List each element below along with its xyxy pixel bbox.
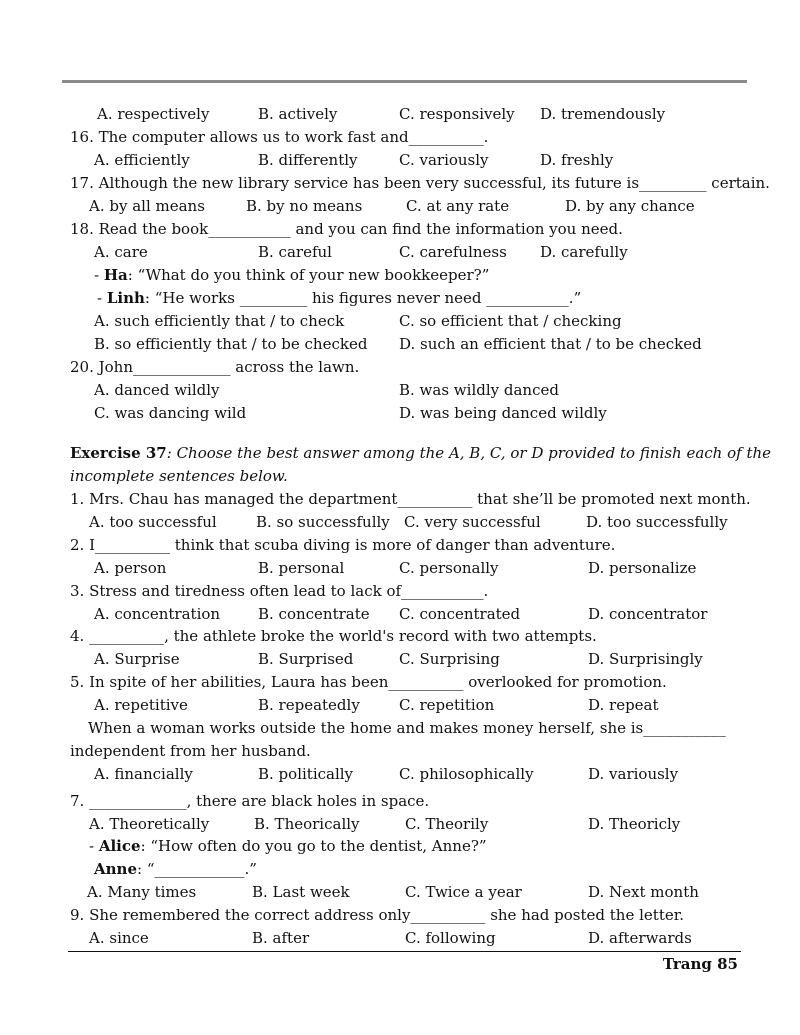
exercise-heading — [70, 443, 771, 463]
e8-anne-line — [94, 859, 257, 879]
e8-option-c: C. Twice a year — [405, 883, 522, 901]
e7-option-c: C. Theorily — [405, 815, 489, 833]
q16-stem: 16. The computer allows us to work fast and__________. — [70, 128, 489, 146]
q20-stem: 20. John_____________ across the lawn. — [70, 358, 360, 376]
q18-option-a: A. care — [94, 243, 148, 261]
page-number: Trang 85 — [662, 955, 738, 973]
e9-option-b: B. after — [252, 929, 310, 947]
q19-ha-line: - Ha: “What do you think of your new bookkeeper?” — [94, 266, 490, 284]
e8-alice-text: : “How often do you go to the dentist, Anne?” — [140, 837, 487, 855]
e6-option-a: A. financially — [94, 765, 193, 783]
e9-option-c: C. following — [405, 929, 496, 947]
e1-option-a: A. too successful — [89, 513, 217, 531]
q15-option-a: A. respectively — [97, 105, 210, 123]
e1-option-d: D. too successfully — [586, 513, 728, 531]
e7-option-d: D. Theoricly — [588, 815, 681, 833]
q20-option-a: A. danced wildly — [94, 381, 220, 399]
e7-option-a: A. Theoretically — [89, 815, 210, 833]
e6-option-b: B. politically — [258, 765, 354, 783]
e3-option-c: C. concentrated — [399, 605, 521, 623]
header-rule — [62, 80, 747, 83]
q16-option-c: C. variously — [399, 151, 489, 169]
q20-option-b: B. was wildly danced — [399, 381, 559, 399]
q16-option-d: D. freshly — [540, 151, 614, 169]
e8-alice-line: - Alice: “How often do you go to the dentist, Anne?” — [89, 837, 487, 855]
q16-option-a: A. efficiently — [94, 151, 190, 169]
exercise-instruction-line2: incomplete sentences below. — [70, 467, 288, 485]
e2-option-a: A. person — [94, 559, 167, 577]
q15-option-b: B. actively — [258, 105, 338, 123]
q18-option-b: B. careful — [258, 243, 332, 261]
exercise-title: Exercise 37 — [70, 444, 167, 462]
e2-option-d: D. personalize — [588, 559, 697, 577]
e4-option-d: D. Surprisingly — [588, 650, 703, 668]
e2-option-b: B. personal — [258, 559, 345, 577]
q15-option-c: C. responsively — [399, 105, 515, 123]
q20-option-c: C. was dancing wild — [94, 404, 247, 422]
e4-option-c: C. Surprising — [399, 650, 500, 668]
q16-option-b: B. differently — [258, 151, 358, 169]
q15-option-d: D. tremendously — [540, 105, 666, 123]
footer-rule — [68, 951, 741, 952]
q17-option-c: C. at any rate — [406, 197, 510, 215]
e7-option-b: B. Theorically — [254, 815, 360, 833]
e3-option-a: A. concentration — [94, 605, 221, 623]
q19-option-b: B. so efficiently that / to be checked — [94, 335, 368, 353]
e9-option-d: D. afterwards — [588, 929, 692, 947]
e6-option-d: D. variously — [588, 765, 679, 783]
e6-option-c: C. philosophically — [399, 765, 534, 783]
e8-anne-text: : “____________.” — [137, 860, 257, 878]
speaker-ha: Ha — [103, 266, 128, 284]
e8-option-d: D. Next month — [588, 883, 699, 901]
e6-stem: When a woman works outside the home and makes money herself, she is___________ — [88, 719, 726, 737]
e1-option-b: B. so successfully — [256, 513, 390, 531]
e2-option-c: C. personally — [399, 559, 499, 577]
speaker-alice: Alice — [98, 837, 141, 855]
e3-option-b: B. concentrate — [258, 605, 370, 623]
q17-stem: 17. Although the new library service has been very successful, its future is_________ certain. — [70, 174, 770, 192]
exercise-instruction: : Choose the best answer among the A, B, C, or D provided to finish each of the — [166, 444, 772, 462]
q19-option-c: C. so efficient that / checking — [399, 312, 622, 330]
e8-option-b: B. Last week — [252, 883, 350, 901]
q18-option-d: D. carefully — [540, 243, 628, 261]
e5-option-a: A. repetitive — [94, 696, 188, 714]
e4-stem: 4. __________, the athlete broke the world's record with two attempts. — [70, 627, 597, 645]
q19-linh-line: - Linh: “He works _________ his figures never need ___________.” — [97, 289, 582, 307]
q19-ha-text: : “What do you think of your new bookkeeper?” — [127, 266, 490, 284]
e5-option-d: D. repeat — [588, 696, 659, 714]
e8-option-a: A. Many times — [87, 883, 197, 901]
q17-option-d: D. by any chance — [565, 197, 695, 215]
e5-option-b: B. repeatedly — [258, 696, 360, 714]
speaker-anne: Anne — [94, 860, 137, 878]
e1-stem: 1. Mrs. Chau has managed the department__________ that she’ll be promoted next month. — [70, 490, 751, 508]
q20-option-d: D. was being danced wildly — [399, 404, 607, 422]
q17-option-b: B. by no means — [246, 197, 363, 215]
e4-option-a: A. Surprise — [94, 650, 180, 668]
speaker-linh: Linh — [106, 289, 145, 307]
q19-option-d: D. such an efficient that / to be checked — [399, 335, 702, 353]
q19-linh-text: : “He works _________ his figures never need ___________.” — [144, 289, 582, 307]
q17-option-a: A. by all means — [89, 197, 205, 215]
exercise-instruction-cont — [70, 466, 288, 486]
e5-option-c: C. repetition — [399, 696, 495, 714]
e3-option-d: D. concentrator — [588, 605, 708, 623]
e9-stem: 9. She remembered the correct address only__________ she had posted the letter. — [70, 906, 685, 924]
q18-stem: 18. Read the book___________ and you can find the information you need. — [70, 220, 623, 238]
e2-stem: 2. I__________ think that scuba diving is more of danger than adventure. — [70, 536, 616, 554]
q18-option-c: C. carefulness — [399, 243, 507, 261]
e3-stem: 3. Stress and tiredness often lead to lack of___________. — [70, 582, 489, 600]
e9-option-a: A. since — [89, 929, 149, 947]
e5-stem: 5. In spite of her abilities, Laura has been__________ overlooked for promotion. — [70, 673, 667, 691]
e1-option-c: C. very successful — [404, 513, 541, 531]
e4-option-b: B. Surprised — [258, 650, 354, 668]
q19-option-a: A. such efficiently that / to check — [94, 312, 345, 330]
e6-stem-cont: independent from her husband. — [70, 742, 311, 760]
e7-stem: 7. _____________, there are black holes in space. — [70, 792, 430, 810]
